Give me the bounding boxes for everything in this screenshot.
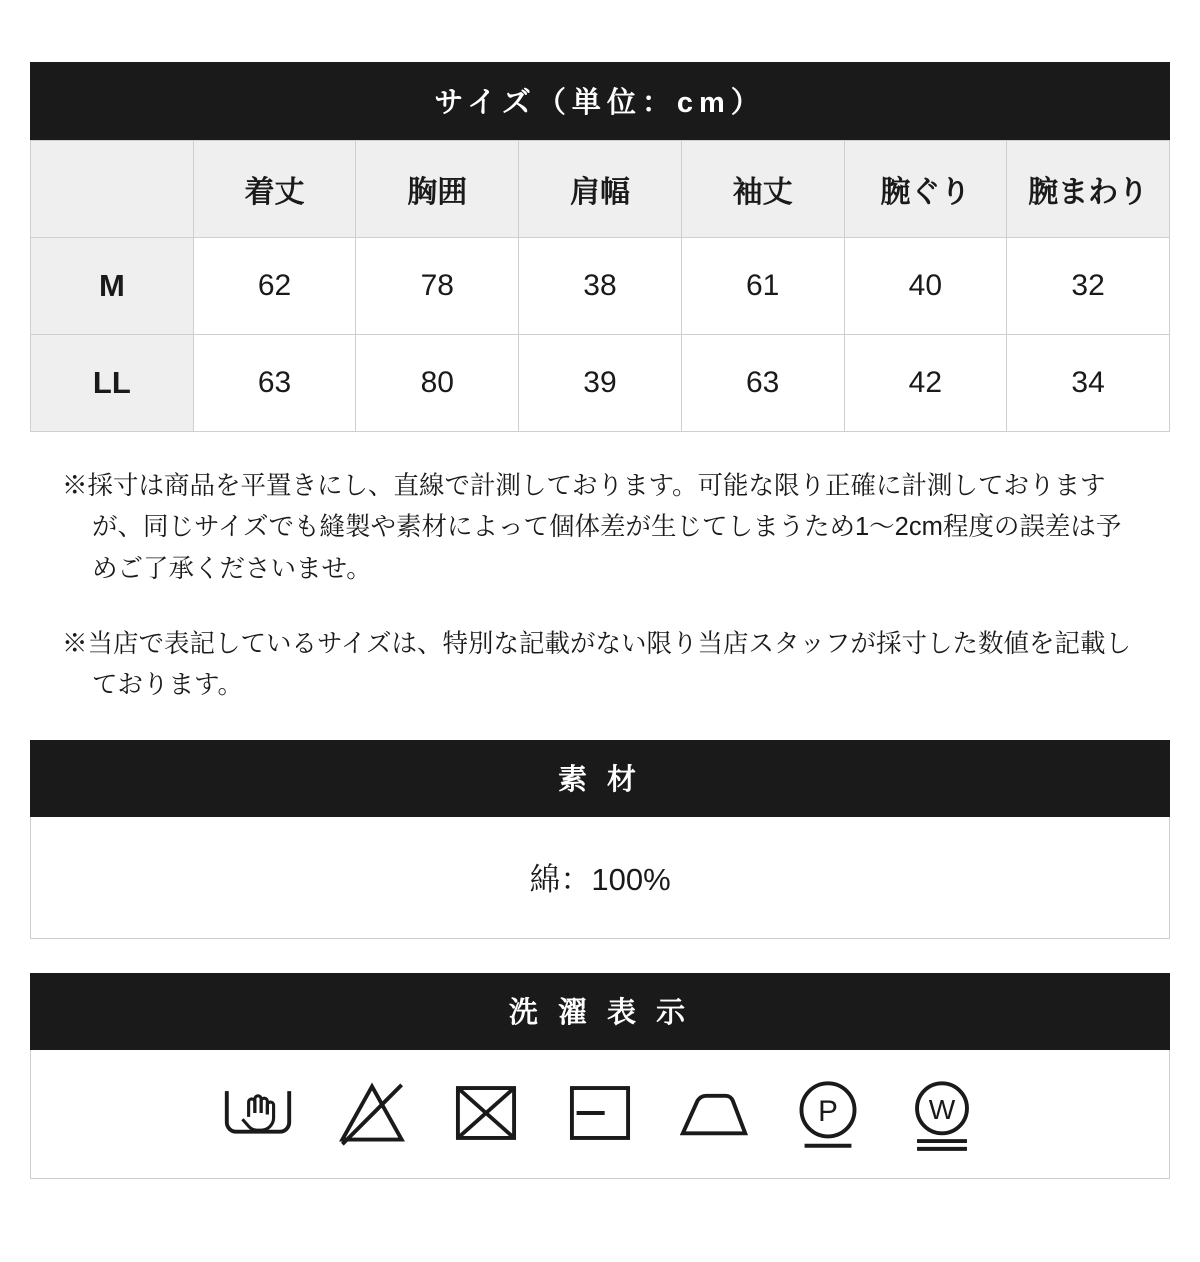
product-spec-page [0,62,1200,1262]
note-measurement [62,466,1134,590]
column-header-shoulder: 肩幅 [519,141,682,238]
note-measurement-text: ※採寸は商品を平置きにし、直線で計測しております。可能な限り正確に計測しておりますが、同じサイズでも縫製や素材によって個体差が生じてしまうため1〜2cm程度の誤差は予めご了承くださいませ。 [62,472,1122,583]
size-section-header: サイズ（単位：cm） [31,63,1169,140]
cell-ll-shoulder: 39 [519,335,682,432]
cell-ll-length: 63 [193,335,356,432]
wash-icons-row [30,1050,1170,1179]
size-table-body [31,238,1170,432]
row-label-ll: LL [31,335,194,432]
material-value: 綿：100% [30,817,1170,939]
no-bleach-icon [333,1074,411,1152]
size-table-corner [31,141,194,238]
cell-m-shoulder: 38 [519,238,682,335]
svg-text:P: P [818,1095,838,1129]
cell-m-length: 62 [193,238,356,335]
column-header-length: 着丈 [193,141,356,238]
table-row [31,238,1170,335]
svg-text:W: W [928,1094,956,1126]
wash-section [30,973,1170,1179]
table-header-row [31,141,1170,238]
size-section [30,62,1170,432]
note-staff-measured [62,624,1134,707]
column-header-chest: 胸囲 [356,141,519,238]
cell-ll-armhole: 42 [844,335,1007,432]
size-table [30,140,1170,432]
no-tumble-dry-icon [447,1074,525,1152]
column-header-arm-circumference: 腕まわり [1007,141,1170,238]
size-header-wrap [30,62,1170,140]
size-table-head [31,141,1170,238]
row-label-m: M [31,238,194,335]
cell-m-sleeve: 61 [681,238,844,335]
cell-ll-chest: 80 [356,335,519,432]
material-section [30,740,1170,939]
iron-low-icon [675,1074,753,1152]
flat-dry-icon [561,1074,639,1152]
material-section-header: 素 材 [30,740,1170,817]
column-header-armhole: 腕ぐり [844,141,1007,238]
wash-section-header: 洗 濯 表 示 [30,973,1170,1050]
dry-clean-p-icon [789,1074,867,1152]
table-row [31,335,1170,432]
cell-m-armhole: 40 [844,238,1007,335]
cell-m-chest: 78 [356,238,519,335]
cell-m-arm-circumference: 32 [1007,238,1170,335]
note-staff-measured-text: ※当店で表記しているサイズは、特別な記載がない限り当店スタッフが採寸した数値を記載しております。 [62,629,1131,700]
notes-section [30,466,1170,706]
cell-ll-sleeve: 63 [681,335,844,432]
hand-wash-icon [219,1074,297,1152]
column-header-sleeve: 袖丈 [681,141,844,238]
cell-ll-arm-circumference: 34 [1007,335,1170,432]
wet-clean-w-icon [903,1074,981,1152]
